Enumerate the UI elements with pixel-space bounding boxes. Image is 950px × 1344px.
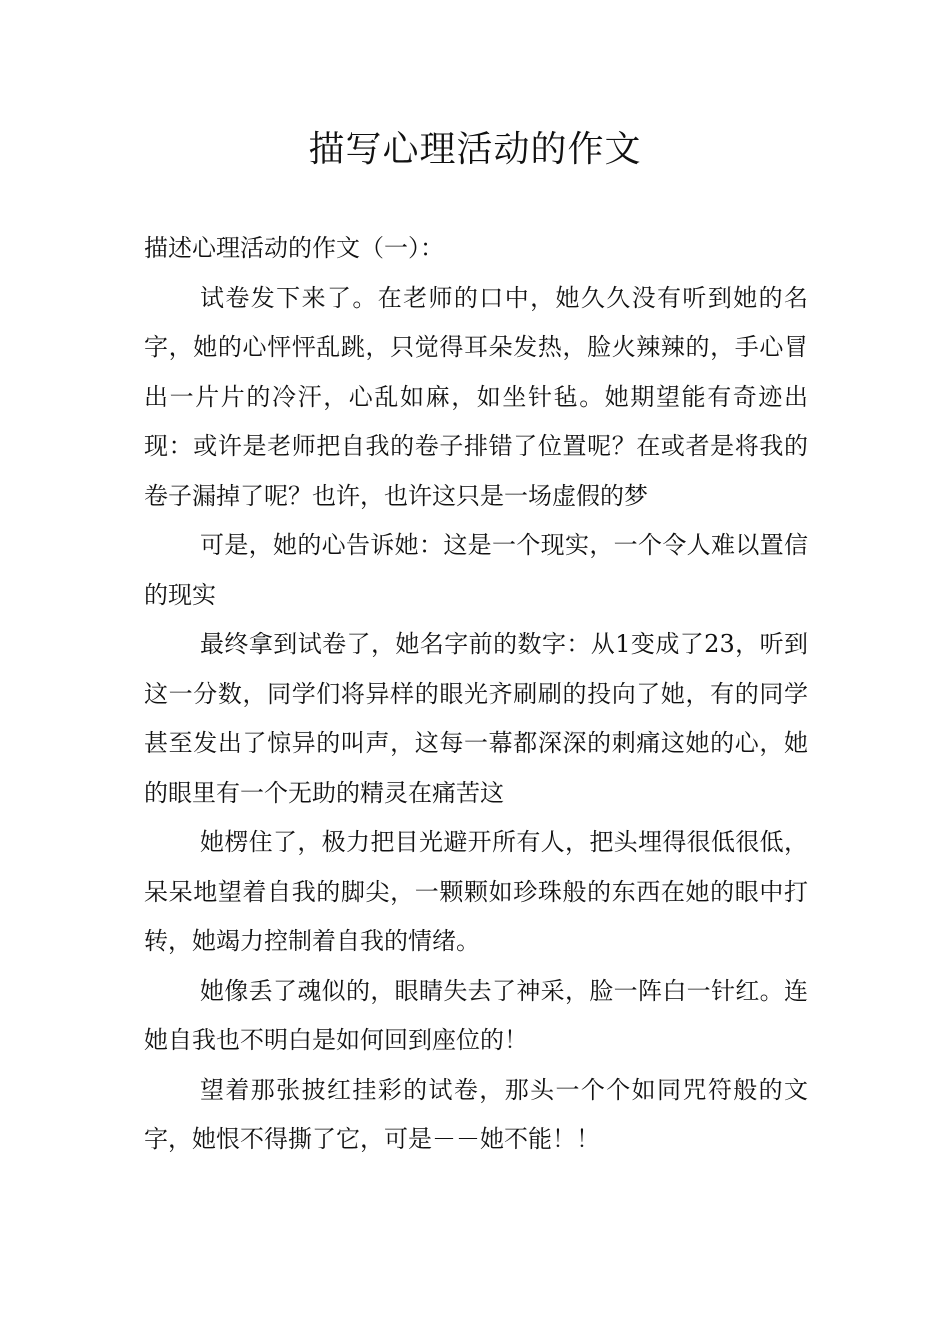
paragraph: 望着那张披红挂彩的试卷，那头一个个如同咒符般的文字，她恨不得撕了它，可是－－她不能！！ [144,1075,808,1153]
document-body [144,224,808,1165]
section-subheading: 描述心理活动的作文（一）： [144,234,444,262]
paragraph: 最终拿到试卷了，她名字前的数字：从1变成了23，听到这一分数，同学们将异样的眼光齐刷刷的投向了她，有的同学甚至发出了惊异的叫声，这每一幕都深深的刺痛这她的心，她的眼里有一个无助的精灵在痛苦这 [144,630,808,807]
paragraph: 她楞住了，极力把目光避开所有人，把头埋得很低很低，呆呆地望着自我的脚尖，一颗颗如珍珠般的东西在她的眼中打转，她竭力控制着自我的情绪。 [144,828,808,955]
document-title: 描写心理活动的作文 [308,129,642,170]
paragraph: 试卷发下来了。在老师的口中，她久久没有听到她的名字，她的心怦怦乱跳，只觉得耳朵发热，脸火辣辣的，手心冒出一片片的冷汗，心乱如麻，如坐针毡。她期望能有奇迹出现：或许是老师把自我的卷子排错了位置呢？在或者是将我的卷子漏掉了呢？也许，也许这只是一场虚假的梦 [144,283,808,510]
paragraph: 可是，她的心告诉她：这是一个现实，一个令人难以置信的现实 [144,531,808,609]
paragraph: 她像丢了魂似的，眼睛失去了神采，脸一阵白一针红。连她自我也不明白是如何回到座位的！ [144,976,808,1054]
